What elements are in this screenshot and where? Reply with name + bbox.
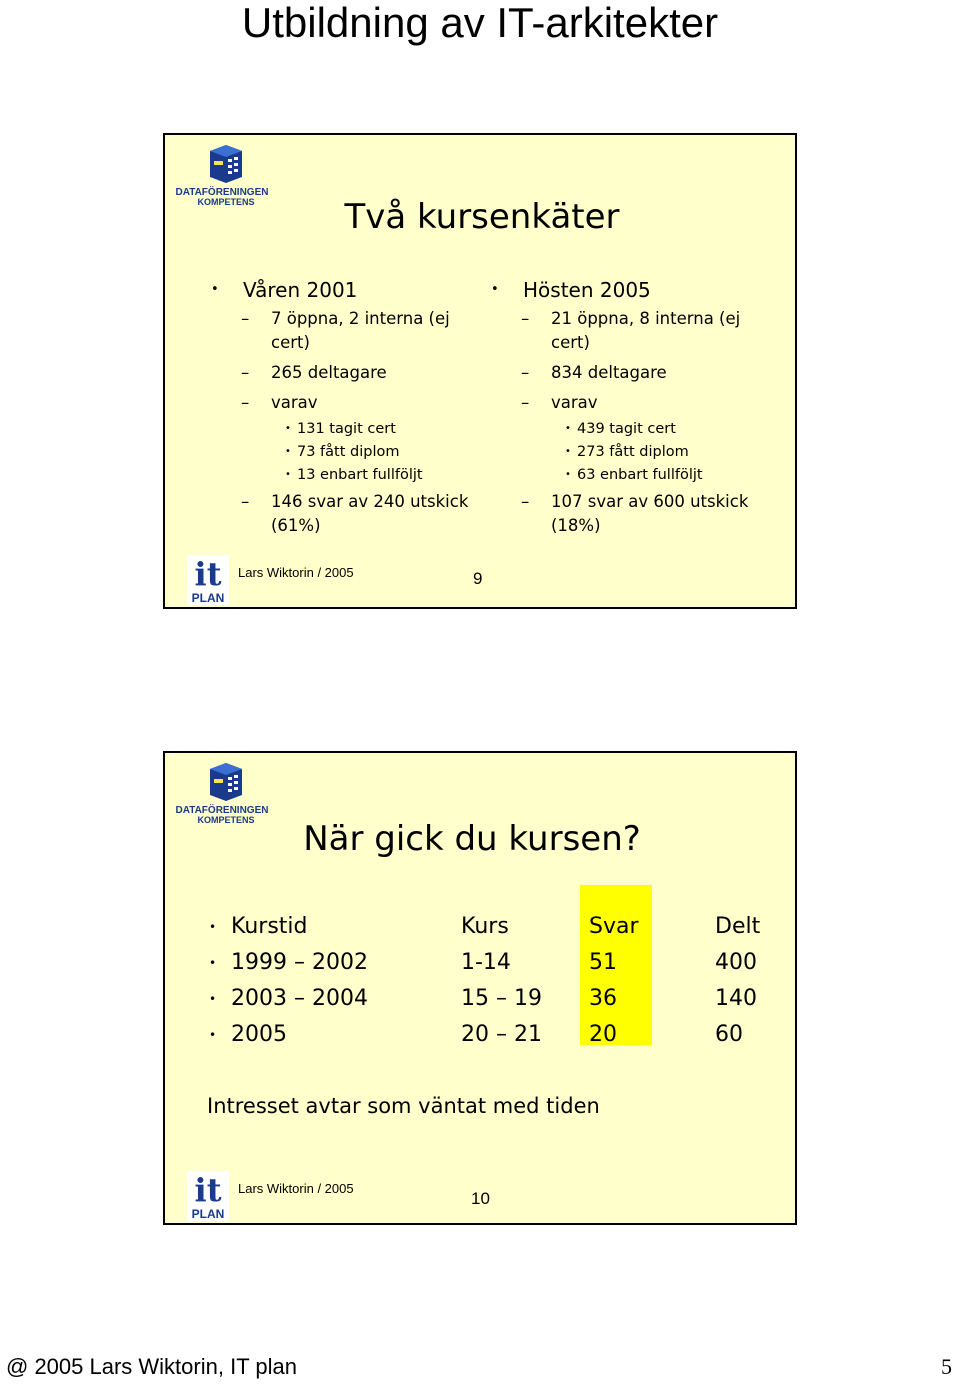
table-cell: • 1999 – 2002: [231, 950, 368, 975]
dataforeningen-logo-line1: DATAFÖRENINGEN: [175, 805, 269, 816]
table-cell: 20 – 21: [461, 1022, 542, 1047]
slide-title: Två kursenkäter: [344, 197, 620, 237]
survey-heading: • Hösten 2005: [491, 277, 751, 303]
page-footer: [0, 1352, 960, 1386]
table-header-row: [165, 909, 799, 945]
table-cell: 20: [589, 1022, 617, 1047]
dataforeningen-logo-line2: KOMPETENS: [197, 815, 255, 825]
survey-heading: • Våren 2001: [211, 277, 471, 303]
slide-number: 10: [471, 1189, 490, 1208]
table-header-cell: • Kurstid: [231, 914, 308, 939]
table-cell: 400: [715, 950, 757, 975]
table-cell: 60: [715, 1022, 743, 1047]
survey-courses: – 21 öppna, 8 interna (ej cert): [491, 307, 751, 355]
survey-of-which: – varav: [211, 391, 471, 415]
survey-responses: – 107 svar av 600 utskick (18%): [491, 490, 751, 538]
survey-completed: • 13 enbart fullföljt: [211, 465, 471, 485]
table-header-cell: Svar: [589, 914, 639, 939]
it-plan-logo: [187, 1171, 229, 1221]
table-cell: 15 – 19: [461, 986, 542, 1011]
survey-of-which: – varav: [491, 391, 751, 415]
it-plan-logo-bottom: PLAN: [191, 591, 225, 605]
slide-author: Lars Wiktorin / 2005: [238, 1181, 354, 1196]
survey-certified: • 131 tagit cert: [211, 419, 471, 439]
conclusion-text: Intresset avtar som väntat med tiden: [207, 1094, 600, 1118]
table-cell: • 2003 – 2004: [231, 986, 368, 1011]
survey-responses: – 146 svar av 240 utskick (61%): [211, 490, 471, 538]
table-cell: • 2005: [231, 1022, 287, 1047]
table-cell: 140: [715, 986, 757, 1011]
survey-diploma: • 273 fått diplom: [491, 442, 751, 462]
table-cell: 36: [589, 986, 617, 1011]
table-header-cell: Delt: [715, 914, 761, 939]
survey-autumn-2005: [491, 277, 751, 544]
survey-participants: – 834 deltagare: [491, 361, 751, 385]
survey-diploma: • 73 fått diplom: [211, 442, 471, 462]
slide-number: 9: [473, 569, 483, 588]
it-plan-logo-bottom: PLAN: [191, 1207, 225, 1221]
survey-completed: • 63 enbart fullföljt: [491, 465, 751, 485]
it-plan-logo-top: it: [194, 1171, 222, 1209]
dataforeningen-logo-line2: KOMPETENS: [197, 197, 255, 207]
table-cell: 1-14: [461, 950, 511, 975]
it-plan-logo-top: it: [194, 555, 222, 593]
slide-9: [163, 133, 797, 609]
survey-courses: – 7 öppna, 2 interna (ej cert): [211, 307, 471, 355]
table-row: [165, 1017, 799, 1053]
page-number: 5: [941, 1354, 952, 1379]
slide-10: [163, 751, 797, 1225]
slide-title: När gick du kursen?: [303, 819, 641, 859]
table-row: [165, 981, 799, 1017]
dataforeningen-logo-line1: DATAFÖRENINGEN: [175, 187, 269, 198]
table-cell: 51: [589, 950, 617, 975]
copyright-credit: @ 2005 Lars Wiktorin, IT plan: [6, 1354, 297, 1379]
dataforeningen-logo: [170, 761, 274, 825]
survey-spring-2001: [211, 277, 471, 544]
table-header-cell: Kurs: [461, 914, 509, 939]
slide-author: Lars Wiktorin / 2005: [238, 565, 354, 580]
survey-participants: – 265 deltagare: [211, 361, 471, 385]
it-plan-logo: [187, 555, 229, 605]
table-row: [165, 945, 799, 981]
page-title: Utbildning av IT-arkitekter: [241, 0, 719, 46]
survey-certified: • 439 tagit cert: [491, 419, 751, 439]
